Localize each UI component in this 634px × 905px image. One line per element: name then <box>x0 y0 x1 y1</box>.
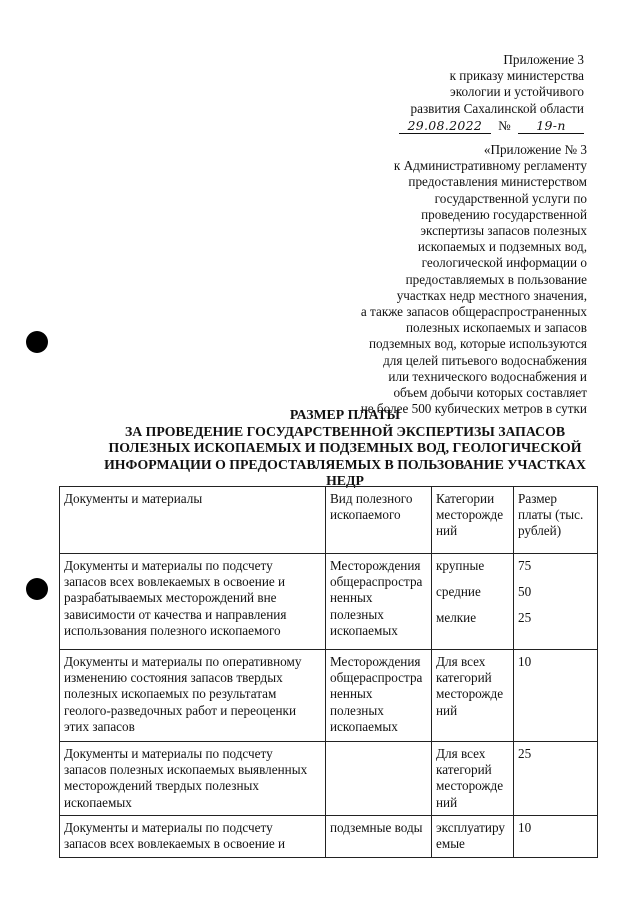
cell-text: запасов полезных ископаемых выявленных <box>64 762 308 778</box>
cell-text: 25 <box>518 610 532 626</box>
cell-text: ненных <box>330 590 373 606</box>
cell-mineral-kind <box>326 554 432 650</box>
annex-header-line: развития Сахалинской области <box>410 100 584 116</box>
cell-categories <box>432 650 514 742</box>
annex-header-line: к приказу министерства <box>449 68 584 84</box>
regulation-line: предоставления министерством <box>408 174 587 190</box>
cell-text: Месторождения <box>330 558 421 573</box>
cell-text: Месторождения <box>330 654 421 669</box>
regulation-line: ископаемых и подземных вод, <box>417 239 587 255</box>
title-line: ИНФОРМАЦИИ О ПРЕДОСТАВЛЯЕМЫХ В ПОЛЬЗОВАНИЕ УЧАСТКАХ <box>104 456 586 472</box>
cell-text: Документы и материалы по подсчету <box>64 746 273 761</box>
table-row <box>60 816 598 858</box>
header-categories <box>432 487 514 554</box>
cell-text: 75 <box>518 558 532 573</box>
cell-text: подземные воды <box>330 820 423 835</box>
cell-text: Документы и материалы по оперативному <box>64 654 302 669</box>
cell-text: ископаемых <box>330 622 398 638</box>
cell-text: месторожде <box>436 686 504 702</box>
cell-fee <box>514 554 598 650</box>
cell-text: емые <box>436 836 465 852</box>
annex-header <box>399 52 584 134</box>
table-row <box>60 650 598 742</box>
header-documents <box>60 487 326 554</box>
regulation-line: или технического водоснабжения и <box>388 368 587 384</box>
cell-text: мелкие <box>436 610 477 626</box>
regulation-line: предоставляемых в пользование <box>405 271 587 287</box>
regulation-line: экспертизы запасов полезных <box>420 223 587 239</box>
regulation-line: а также запасов общераспространенных <box>360 304 587 320</box>
regulation-line: к Административному регламенту <box>393 158 587 174</box>
regulation-line: подземных вод, которые используются <box>369 336 587 352</box>
cell-text: средние <box>436 584 481 600</box>
annex-header-line: экологии и устойчивого <box>450 84 584 100</box>
header-text: Размер <box>518 491 558 506</box>
cell-text: общераспростра <box>330 670 423 686</box>
cell-text: 10 <box>518 820 532 835</box>
table-row <box>60 742 598 816</box>
annex-header-line: Приложение 3 <box>503 52 584 67</box>
cell-text: полезных <box>330 606 384 622</box>
regulation-line: для целей питьевого водоснабжения <box>383 352 587 368</box>
cell-text: ископаемых <box>330 718 398 734</box>
cell-fee <box>514 650 598 742</box>
header-text: рублей) <box>518 523 562 539</box>
regulation-header <box>361 142 587 417</box>
cell-text: 10 <box>518 654 532 669</box>
title-line: ЗА ПРОВЕДЕНИЕ ГОСУДАРСТВЕННОЙ ЭКСПЕРТИЗЫ ЗАПАСОВ <box>124 423 566 439</box>
cell-text: этих запасов <box>64 718 135 734</box>
cell-text: изменению состояния запасов твердых <box>64 670 283 686</box>
cell-text: зависимости от качества и направления <box>64 606 287 622</box>
cell-fee <box>514 816 598 858</box>
cell-text: ний <box>436 702 458 718</box>
cell-text: разрабатываемых месторождений вне <box>64 590 277 606</box>
regulation-line: полезных ископаемых и запасов <box>405 320 587 336</box>
cell-categories <box>432 816 514 858</box>
cell-text: Документы и материалы по подсчету <box>64 558 273 573</box>
cell-text: эксплуатиру <box>436 820 505 835</box>
cell-fee <box>514 742 598 816</box>
cell-documents <box>60 650 326 742</box>
title-line: НЕДР <box>326 473 364 489</box>
header-text: ний <box>436 523 458 539</box>
cell-documents <box>60 554 326 650</box>
cell-text: месторождений твердых полезных <box>64 778 260 794</box>
regulation-line: «Приложение № 3 <box>483 142 587 157</box>
cell-text: общераспростра <box>330 574 423 590</box>
cell-text: ний <box>436 794 458 810</box>
cell-text: полезных <box>330 702 384 718</box>
cell-text: Для всех <box>436 746 486 761</box>
cell-text: категорий <box>436 670 492 686</box>
header-fee <box>514 487 598 554</box>
order-number: 19-п <box>518 119 584 134</box>
cell-text: Документы и материалы по подсчету <box>64 820 273 835</box>
cell-categories <box>432 742 514 816</box>
cell-text: крупные <box>436 558 485 573</box>
regulation-line: государственной услуги по <box>434 190 587 206</box>
cell-text: использования полезного ископаемого <box>64 622 281 638</box>
cell-text: ископаемых <box>64 794 132 810</box>
title-line: РАЗМЕР ПЛАТЫ <box>289 407 401 422</box>
header-text: платы (тыс. <box>518 507 584 523</box>
order-reference <box>399 118 584 134</box>
cell-categories <box>432 554 514 650</box>
header-text: Категории <box>436 491 495 506</box>
header-text: ископаемого <box>330 507 401 523</box>
header-text: Вид полезного <box>330 491 413 506</box>
header-text: Документы и материалы <box>64 491 203 506</box>
cell-text: ненных <box>330 686 373 702</box>
table-row <box>60 554 598 650</box>
title-line: ПОЛЕЗНЫХ ИСКОПАЕМЫХ И ПОДЗЕМНЫХ ВОД, ГЕОЛОГИЧЕСКОЙ <box>108 440 582 456</box>
cell-mineral-kind <box>326 816 432 858</box>
regulation-line: проведению государственной <box>421 206 587 222</box>
cell-text: геолого-разведочных работ и переоценки <box>64 702 297 718</box>
cell-documents <box>60 816 326 858</box>
number-sign: № <box>498 117 511 133</box>
punch-hole-bottom <box>26 578 48 600</box>
cell-text: месторожде <box>436 778 504 794</box>
cell-text: категорий <box>436 762 492 778</box>
regulation-line: не более 500 кубических метров в сутки <box>360 401 587 417</box>
cell-text: 25 <box>518 746 532 761</box>
regulation-line: объем добычи которых составляет <box>393 385 587 401</box>
regulation-line: участках недр местного значения, <box>396 287 587 303</box>
order-date: 29.08.2022 <box>399 119 491 134</box>
cell-mineral-kind <box>326 742 432 816</box>
cell-text: полезных ископаемых по результатам <box>64 686 277 702</box>
header-text: месторожде <box>436 507 504 523</box>
cell-text: 50 <box>518 584 532 600</box>
cell-text: запасов всех вовлекаемых в освоение и <box>64 574 286 590</box>
cell-documents <box>60 742 326 816</box>
table-header-row <box>60 487 598 554</box>
cell-mineral-kind <box>326 650 432 742</box>
punch-hole-top <box>26 331 48 353</box>
cell-text: Для всех <box>436 654 486 669</box>
fee-table <box>59 486 598 858</box>
cell-text: запасов всех вовлекаемых в освоение и <box>64 836 286 852</box>
header-mineral-kind <box>326 487 432 554</box>
regulation-line: геологической информации о <box>421 255 587 271</box>
document-title <box>80 407 610 490</box>
